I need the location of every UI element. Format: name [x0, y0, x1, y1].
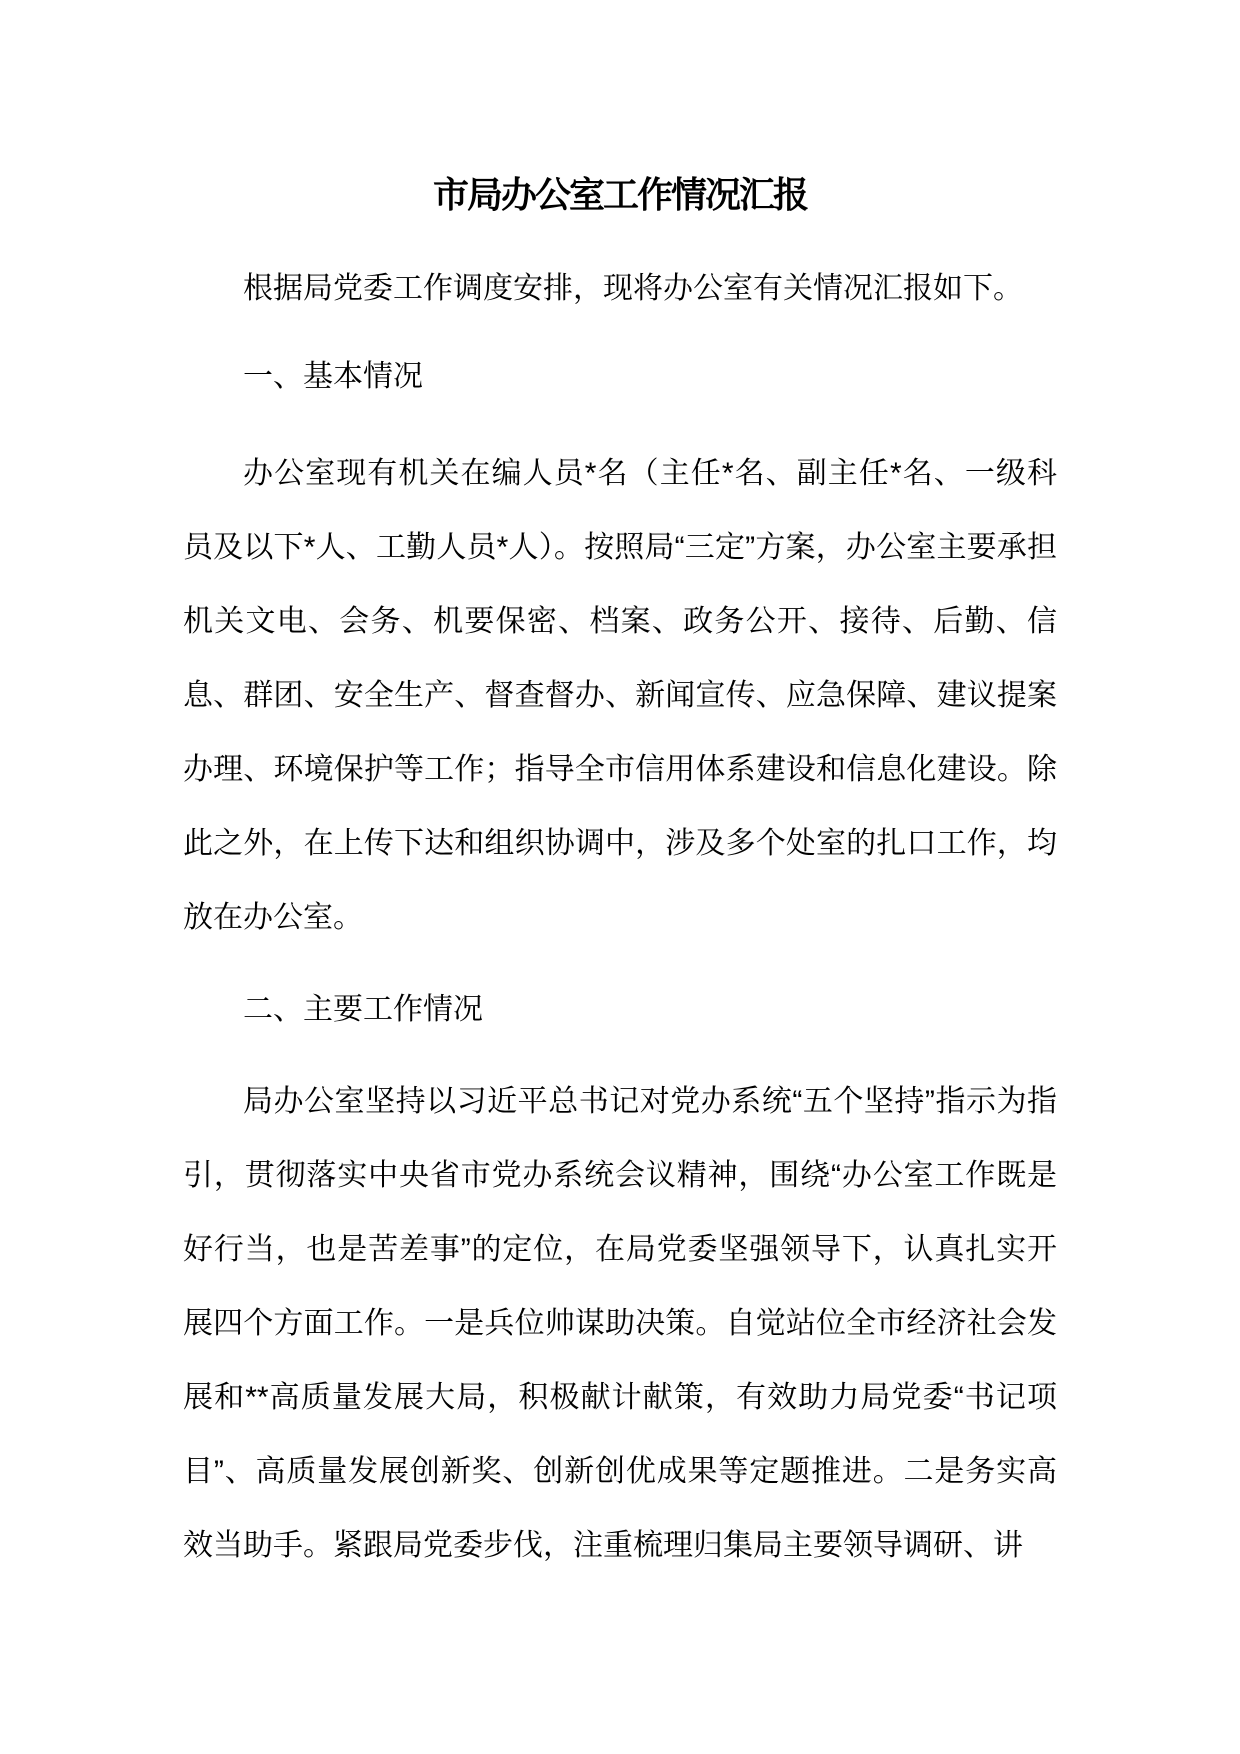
paragraph-main-work: 局办公室坚持以习近平总书记对党办系统“五个坚持”指示为指引，贯彻落实中央省市党办系统会议精神，围绕“办公室工作既是好行当，也是苦差事”的定位，在局党委坚强领导下，认真扎实开展四个方面工作。一是兵位帅谋助决策。自觉站位全市经济社会发展和**高质量发展大局，积极献计献策，有效助力局党委“书记项目”、高质量发展创新奖、创新创优成果等定题推进。二是务实高效当助手。紧跟局党委步伐，注重梳理归集局主要领导调研、讲: [183, 1085, 1057, 1562]
paragraph-intro: 根据局党委工作调度安排，现将办公室有关情况汇报如下。: [243, 272, 1023, 305]
section-heading-main-work: 二、主要工作情况: [243, 993, 483, 1026]
paragraph-basic-info: 办公室现有机关在编人员*名（主任*名、副主任*名、一级科员及以下*人、工勤人员*人）。按照局“三定”方案，办公室主要承担机关文电、会务、机要保密、档案、政务公开、接待、后勤、信息、群团、安全生产、督查督办、新闻宣传、应急保障、建议提案办理、环境保护等工作；指导全市信用体系建设和信息化建设。除此之外，在上传下达和组织协调中，涉及多个处室的扎口工作，均放在办公室。: [183, 457, 1057, 934]
section-heading-basic-info: 一、基本情况: [243, 360, 423, 393]
document-title: 市局办公室工作情况汇报: [432, 174, 807, 215]
